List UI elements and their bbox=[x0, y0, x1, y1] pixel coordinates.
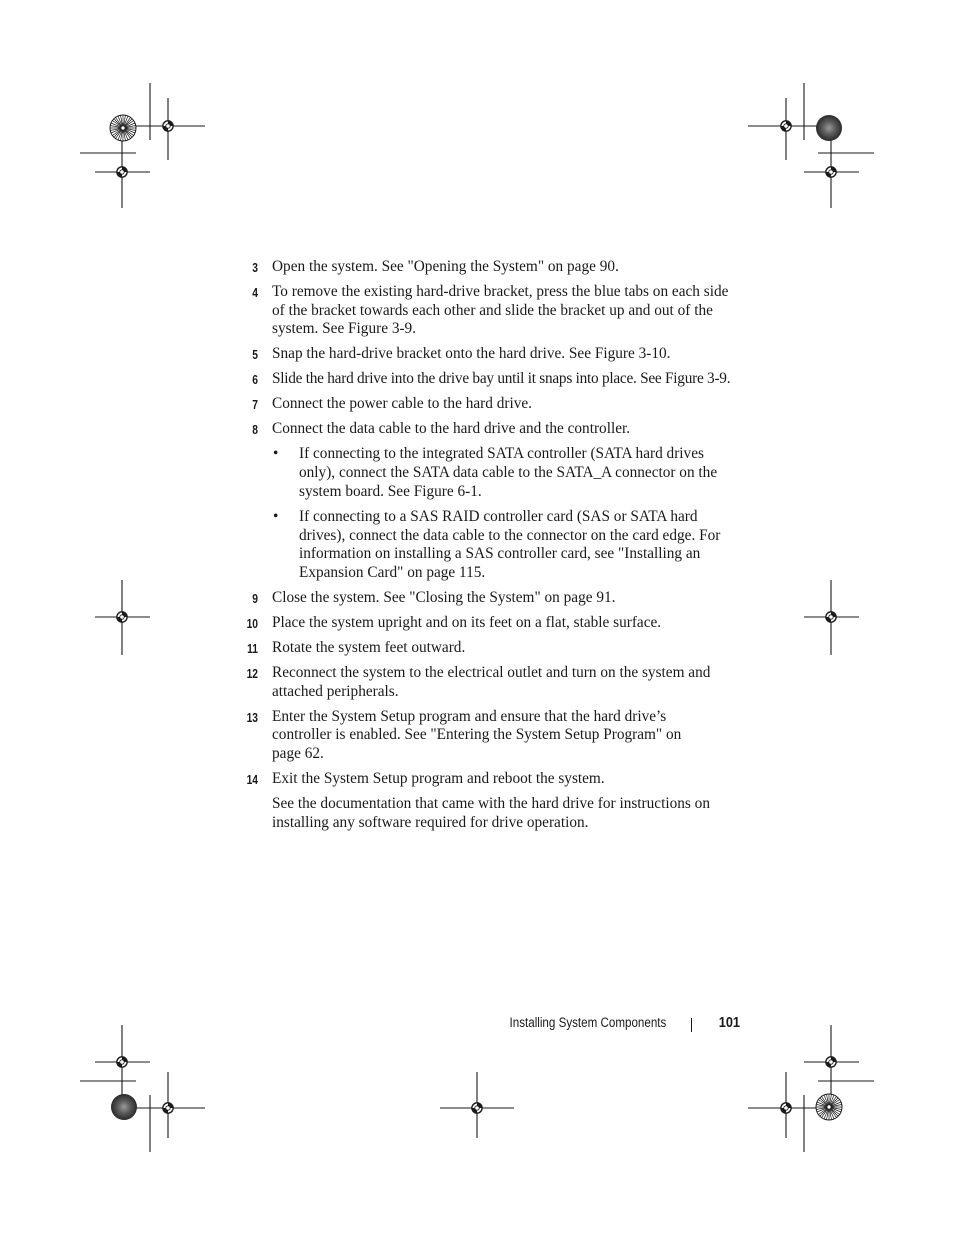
step-number: 3 bbox=[252, 261, 258, 275]
footer-section-title: Installing System Components bbox=[509, 1015, 666, 1030]
step-number: 10 bbox=[246, 616, 258, 631]
step-number: 6 bbox=[252, 373, 258, 388]
step-number: 13 bbox=[246, 710, 258, 725]
step-6 bbox=[240, 370, 740, 389]
step-7 bbox=[240, 395, 740, 414]
step-text: Snap the hard-drive bracket onto the hard drive. See Figure 3-10. bbox=[272, 345, 671, 363]
bullet-text: If connecting to the integrated SATA controller (SATA hard drives only), connect the SATA data cable to the SATA_A connector on the system board. See Figure 6-1. bbox=[299, 445, 718, 500]
step-3 bbox=[240, 258, 740, 277]
step-number: 8 bbox=[252, 423, 258, 438]
bullet-icon: • bbox=[273, 445, 279, 463]
bullet-item bbox=[240, 508, 740, 583]
step-text: Connect the data cable to the hard drive and the controller. bbox=[272, 420, 631, 438]
step-14 bbox=[240, 770, 740, 789]
step-10 bbox=[240, 614, 740, 633]
step-number: 11 bbox=[247, 641, 258, 656]
step-12 bbox=[240, 664, 740, 701]
step-13 bbox=[240, 708, 740, 764]
step-text: Open the system. See "Opening the System" on page 90. bbox=[272, 258, 619, 275]
bullet-text: If connecting to a SAS RAID controller card (SAS or SATA hard drives), connect the data cable to the connector on the card edge. For information on installing a SAS controller card, see "Installing an Expansion Card" on page 115. bbox=[299, 507, 721, 581]
step-number: 5 bbox=[252, 348, 258, 363]
page-number: 101 bbox=[718, 1014, 740, 1031]
step-text: Rotate the system feet outward. bbox=[272, 638, 466, 656]
step-text: Slide the hard drive into the drive bay until it snaps into place. See Figure 3-9. bbox=[272, 370, 731, 388]
step-text: Exit the System Setup program and reboot the system. bbox=[272, 770, 605, 788]
step-text: Connect the power cable to the hard drive. bbox=[272, 395, 532, 413]
closing-note: See the documentation that came with the hard drive for instructions on installing any software required for drive operation. bbox=[272, 795, 710, 831]
page-footer bbox=[470, 1014, 740, 1036]
step-number: 9 bbox=[252, 591, 258, 606]
bullet-icon: • bbox=[273, 507, 279, 525]
step-11 bbox=[240, 639, 740, 658]
step-text: Enter the System Setup program and ensure that the hard drive’s controller is enabled. See "Entering the System Setup Program" on page 62. bbox=[272, 707, 682, 763]
step-number: 4 bbox=[252, 286, 258, 300]
step-8 bbox=[240, 420, 740, 439]
step-number: 14 bbox=[246, 773, 258, 788]
bullet-item bbox=[240, 445, 740, 501]
footer-divider bbox=[691, 1018, 692, 1032]
step-text: To remove the existing hard-drive bracket, press the blue tabs on each side of the bracket towards each other and slide the bracket up and out of the system. See Figure 3-9. bbox=[272, 283, 729, 338]
step-5 bbox=[240, 345, 740, 364]
step-number: 12 bbox=[246, 666, 258, 681]
step-text: Close the system. See "Closing the System" on page 91. bbox=[272, 588, 616, 606]
step-number: 7 bbox=[252, 398, 258, 413]
step-9 bbox=[240, 589, 740, 608]
step-4 bbox=[240, 283, 740, 339]
step-text: Place the system upright and on its feet on a flat, stable surface. bbox=[272, 613, 662, 631]
instruction-list bbox=[240, 258, 740, 838]
step-text: Reconnect the system to the electrical outlet and turn on the system and attached peripherals. bbox=[272, 663, 711, 700]
